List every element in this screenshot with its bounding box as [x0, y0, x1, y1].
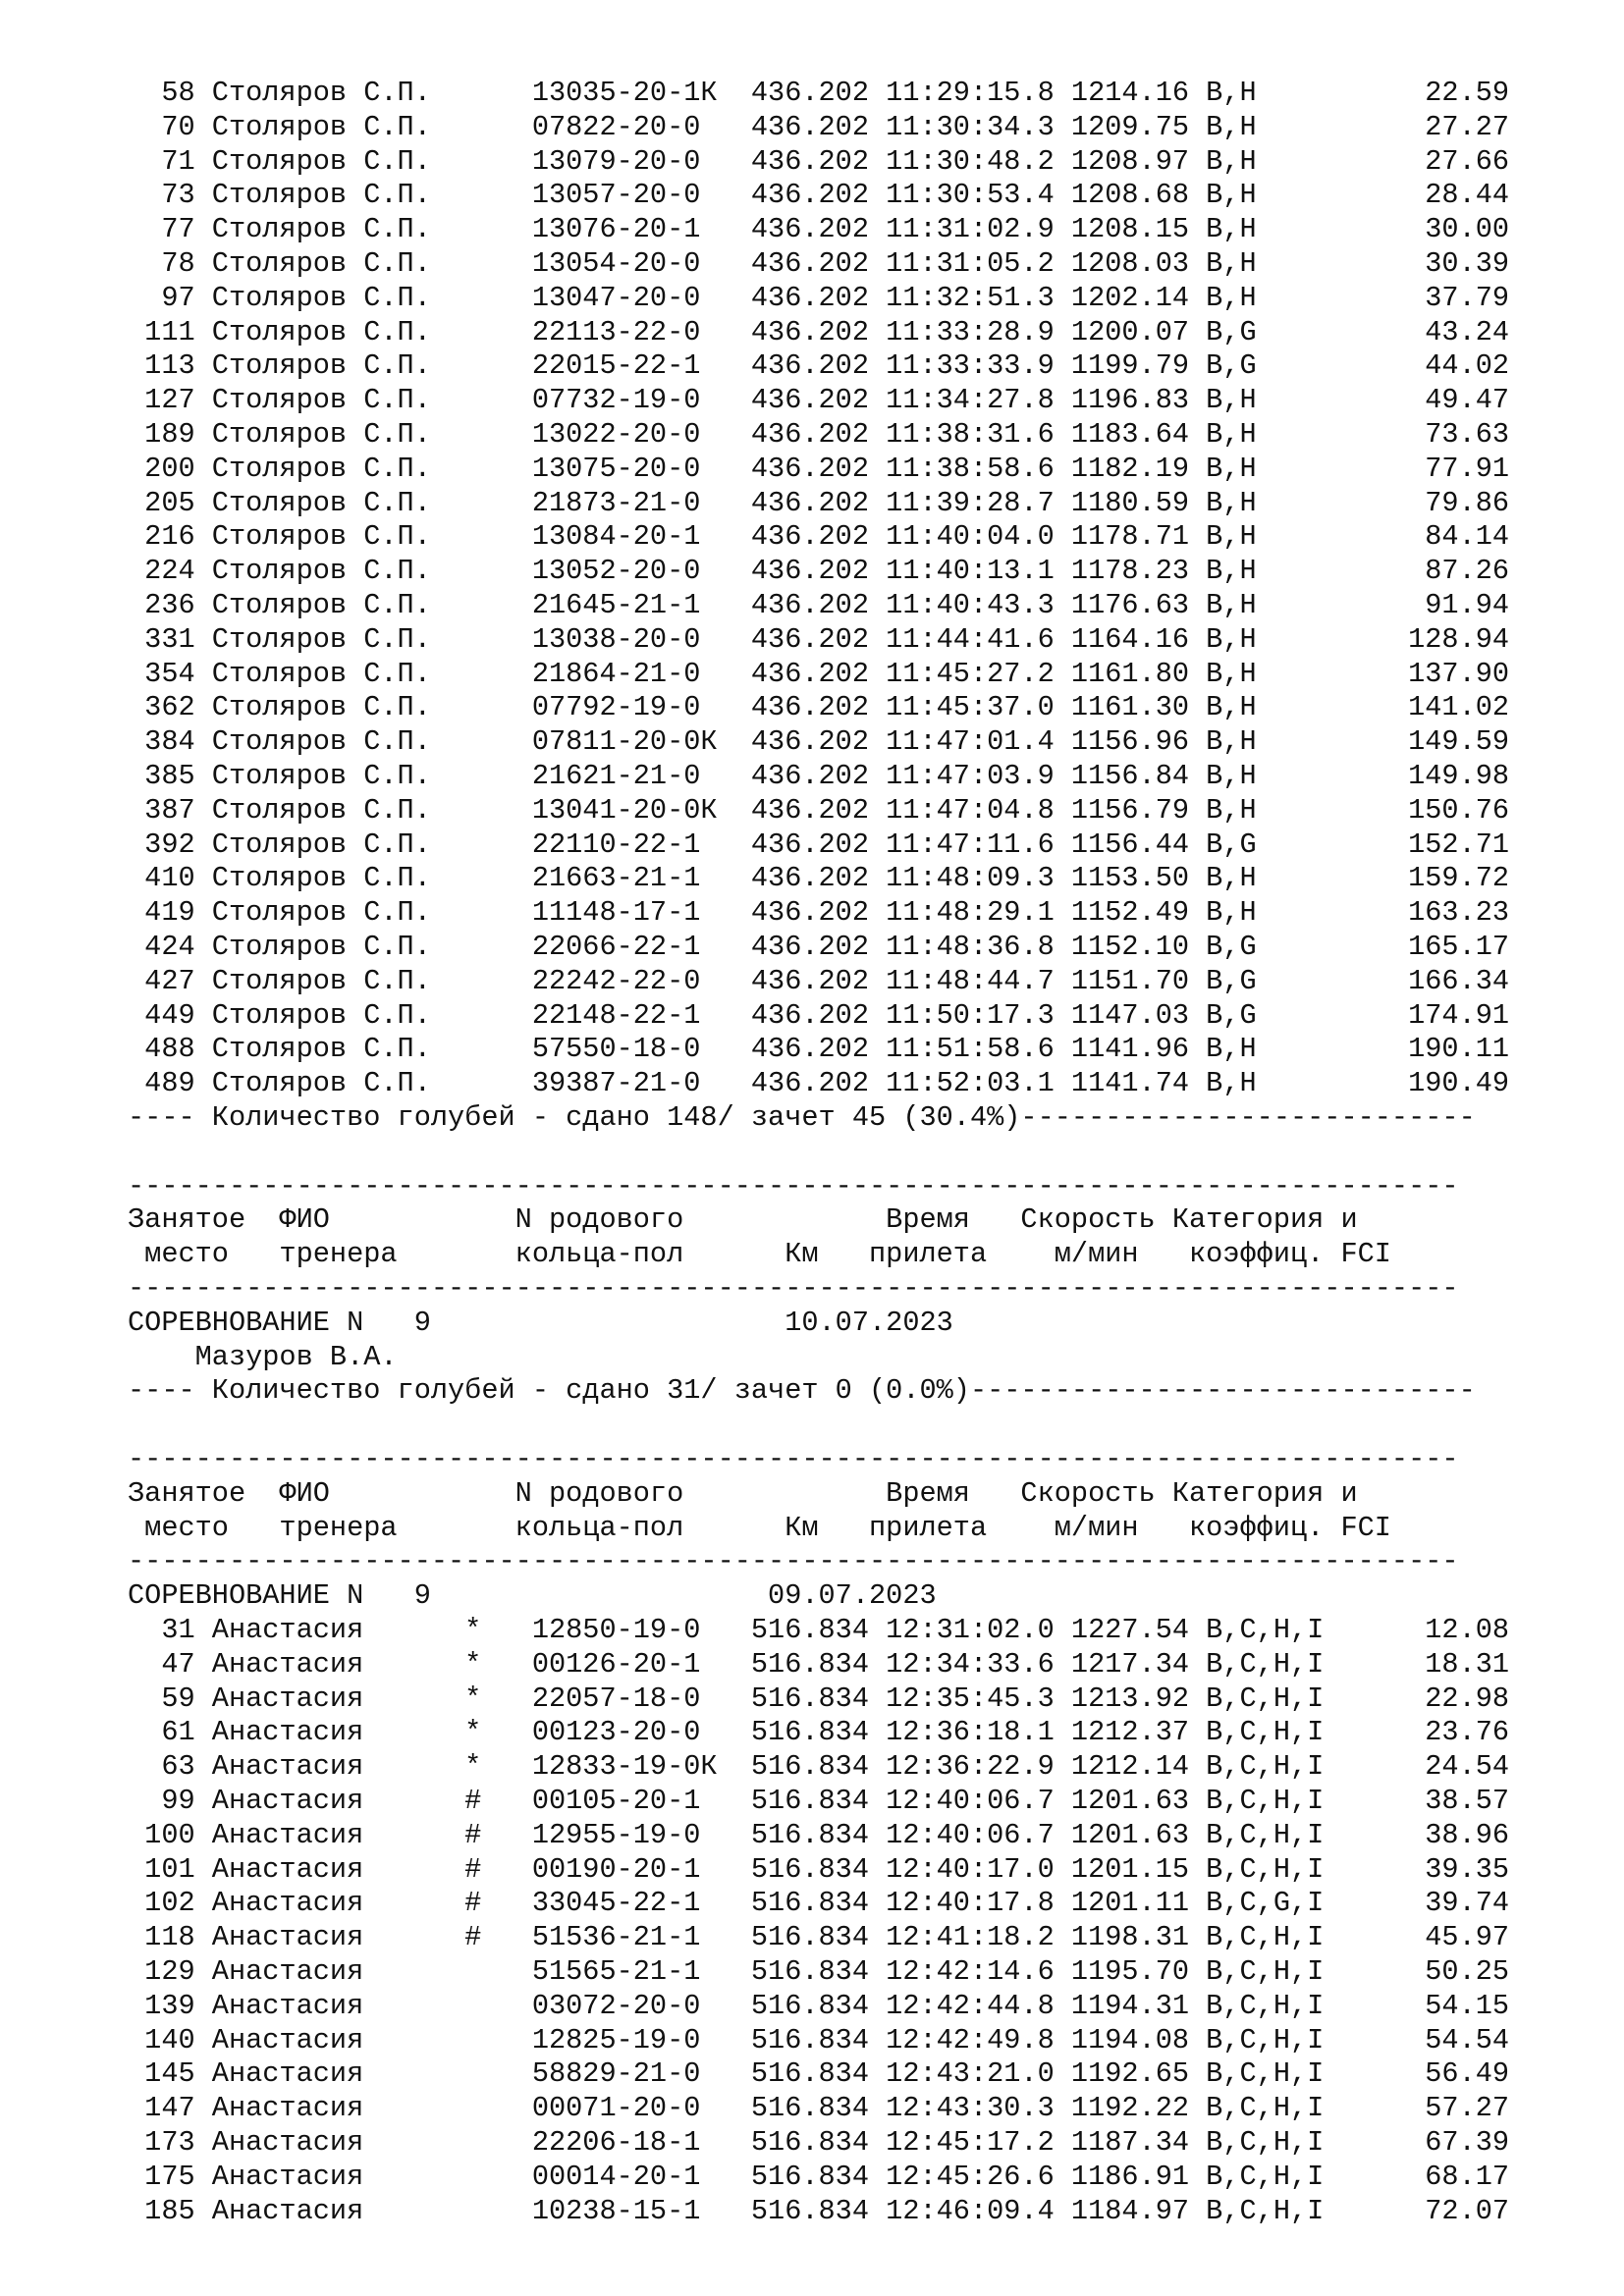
result-row: 31 Анастасия * 12850-19-0 516.834 12:31:02.0 1227.54 B,C,H,I 12.08	[128, 1614, 1510, 1646]
result-row: 100 Анастасия # 12955-19-0 516.834 12:40:06.7 1201.63 B,C,H,I 38.96	[128, 1818, 1510, 1851]
result-row: 489 Столяров С.П. 39387-21-0 436.202 11:52:03.1 1141.74 B,H 190.49	[128, 1067, 1510, 1100]
table-header-line-1: Занятое ФИО N родового Время Скорость Категория и	[128, 1203, 1358, 1237]
owner-name: Мазуров В.А.	[128, 1340, 398, 1373]
result-row: 99 Анастасия # 00105-20-1 516.834 12:40:06.7 1201.63 B,C,H,I 38.57	[128, 1785, 1510, 1817]
result-row: 331 Столяров С.П. 13038-20-0 436.202 11:44:41.6 1164.16 B,H 128.94	[128, 622, 1510, 656]
result-row: 63 Анастасия * 12833-19-0К 516.834 12:36:22.9 1212.14 B,C,H,I 24.54	[128, 1750, 1510, 1784]
result-row: 175 Анастасия 00014-20-1 516.834 12:45:26.6 1186.91 B,C,H,I 68.17	[128, 2160, 1510, 2193]
result-row: 101 Анастасия # 00190-20-1 516.834 12:40:17.0 1201.15 B,C,H,I 39.35	[128, 1852, 1510, 1886]
result-row: 139 Анастасия 03072-20-0 516.834 12:42:44.8 1194.31 B,C,H,I 54.15	[128, 1989, 1510, 2022]
table-rule: -------------------------------------------------------------------------------	[128, 1443, 1459, 1475]
result-row: 236 Столяров С.П. 21645-21-1 436.202 11:40:43.3 1176.63 B,H 91.94	[128, 589, 1510, 621]
result-row: 205 Столяров С.П. 21873-21-0 436.202 11:39:28.7 1180.59 B,H 79.86	[128, 486, 1510, 519]
table-rule: -------------------------------------------------------------------------------	[128, 1169, 1459, 1202]
result-row: 58 Столяров С.П. 13035-20-1К 436.202 11:29:15.8 1214.16 B,H 22.59	[128, 77, 1510, 109]
table-header-line-2: место тренера кольца-пол Км прилета м/мин коэффиц. FCI	[128, 1238, 1391, 1271]
result-row: 140 Анастасия 12825-19-0 516.834 12:42:49.8 1194.08 B,C,H,I 54.54	[128, 2023, 1510, 2056]
competition-title: СОРЕВНОВАНИЕ N 9 10.07.2023	[128, 1306, 953, 1339]
result-row: 200 Столяров С.П. 13075-20-0 436.202 11:38:58.6 1182.19 B,H 77.91	[128, 452, 1510, 485]
result-row: 488 Столяров С.П. 57550-18-0 436.202 11:51:58.6 1141.96 B,H 190.11	[128, 1033, 1510, 1066]
result-row: 216 Столяров С.П. 13084-20-1 436.202 11:40:04.0 1178.71 B,H 84.14	[128, 520, 1510, 554]
result-row: 97 Столяров С.П. 13047-20-0 436.202 11:32:51.3 1202.14 B,H 37.79	[128, 281, 1510, 314]
result-row: 419 Столяров С.П. 11148-17-1 436.202 11:48:29.1 1152.49 B,H 163.23	[128, 896, 1510, 930]
competition-title: СОРЕВНОВАНИЕ N 9 09.07.2023	[128, 1579, 937, 1613]
result-row: 73 Столяров С.П. 13057-20-0 436.202 11:30:53.4 1208.68 B,H 28.44	[128, 179, 1510, 212]
result-row: 427 Столяров С.П. 22242-22-0 436.202 11:48:44.7 1151.70 B,G 166.34	[128, 964, 1510, 997]
result-row: 111 Столяров С.П. 22113-22-0 436.202 11:33:28.9 1200.07 B,G 43.24	[128, 315, 1510, 348]
table-header-line-2: место тренера кольца-пол Км прилета м/мин коэффиц. FCI	[128, 1511, 1391, 1544]
result-row: 385 Столяров С.П. 21621-21-0 436.202 11:47:03.9 1156.84 B,H 149.98	[128, 760, 1510, 792]
summary-line: ---- Количество голубей - сдано 31/ зачет 0 (0.0%)------------------------------	[128, 1374, 1476, 1408]
result-row: 189 Столяров С.П. 13022-20-0 436.202 11:38:31.6 1183.64 B,H 73.63	[128, 418, 1510, 451]
result-row: 102 Анастасия # 33045-22-1 516.834 12:40:17.8 1201.11 B,C,G,I 39.74	[128, 1887, 1510, 1920]
result-row: 129 Анастасия 51565-21-1 516.834 12:42:14.6 1195.70 B,C,H,I 50.25	[128, 1955, 1510, 1988]
result-row: 449 Столяров С.П. 22148-22-1 436.202 11:50:17.3 1147.03 B,G 174.91	[128, 998, 1510, 1032]
result-row: 424 Столяров С.П. 22066-22-1 436.202 11:48:36.8 1152.10 B,G 165.17	[128, 931, 1510, 963]
table-rule: -------------------------------------------------------------------------------	[128, 1272, 1459, 1305]
result-row: 118 Анастасия # 51536-21-1 516.834 12:41:18.2 1198.31 B,C,H,I 45.97	[128, 1921, 1510, 1954]
result-row: 384 Столяров С.П. 07811-20-0К 436.202 11:47:01.4 1156.96 B,H 149.59	[128, 725, 1510, 759]
summary-line: ---- Количество голубей - сдано 148/ зачет 45 (30.4%)---------------------------	[128, 1101, 1476, 1134]
result-row: 224 Столяров С.П. 13052-20-0 436.202 11:40:13.1 1178.23 B,H 87.26	[128, 555, 1510, 588]
result-row: 410 Столяров С.П. 21663-21-1 436.202 11:48:09.3 1153.50 B,H 159.72	[128, 862, 1510, 895]
result-row: 147 Анастасия 00071-20-0 516.834 12:43:30.3 1192.22 B,C,H,I 57.27	[128, 2092, 1510, 2125]
result-row: 354 Столяров С.П. 21864-21-0 436.202 11:45:27.2 1161.80 B,H 137.90	[128, 657, 1510, 690]
result-row: 362 Столяров С.П. 07792-19-0 436.202 11:45:37.0 1161.30 B,H 141.02	[128, 691, 1510, 724]
result-row: 113 Столяров С.П. 22015-22-1 436.202 11:33:33.9 1199.79 B,G 44.02	[128, 349, 1510, 383]
result-row: 71 Столяров С.П. 13079-20-0 436.202 11:30:48.2 1208.97 B,H 27.66	[128, 144, 1510, 178]
result-row: 77 Столяров С.П. 13076-20-1 436.202 11:31:02.9 1208.15 B,H 30.00	[128, 213, 1510, 246]
result-row: 78 Столяров С.П. 13054-20-0 436.202 11:31:05.2 1208.03 B,H 30.39	[128, 247, 1510, 280]
table-header-line-1: Занятое ФИО N родового Время Скорость Категория и	[128, 1476, 1358, 1510]
result-row: 185 Анастасия 10238-15-1 516.834 12:46:09.4 1184.97 B,C,H,I 72.07	[128, 2194, 1510, 2227]
result-row: 392 Столяров С.П. 22110-22-1 436.202 11:47:11.6 1156.44 B,G 152.71	[128, 828, 1510, 861]
result-row: 47 Анастасия * 00126-20-1 516.834 12:34:33.6 1217.34 B,C,H,I 18.31	[128, 1647, 1510, 1681]
table-rule: -------------------------------------------------------------------------------	[128, 1545, 1459, 1578]
result-row: 387 Столяров С.П. 13041-20-0К 436.202 11:47:04.8 1156.79 B,H 150.76	[128, 793, 1510, 827]
result-row: 127 Столяров С.П. 07732-19-0 436.202 11:34:27.8 1196.83 B,H 49.47	[128, 384, 1510, 417]
result-row: 145 Анастасия 58829-21-0 516.834 12:43:21.0 1192.65 B,C,H,I 56.49	[128, 2057, 1510, 2091]
result-row: 70 Столяров С.П. 07822-20-0 436.202 11:30:34.3 1209.75 B,H 27.27	[128, 110, 1510, 143]
result-row: 61 Анастасия * 00123-20-0 516.834 12:36:18.1 1212.37 B,C,H,I 23.76	[128, 1716, 1510, 1749]
result-row: 173 Анастасия 22206-18-1 516.834 12:45:17.2 1187.34 B,C,H,I 67.39	[128, 2126, 1510, 2159]
result-row: 59 Анастасия * 22057-18-0 516.834 12:35:45.3 1213.92 B,C,H,I 22.98	[128, 1682, 1510, 1715]
